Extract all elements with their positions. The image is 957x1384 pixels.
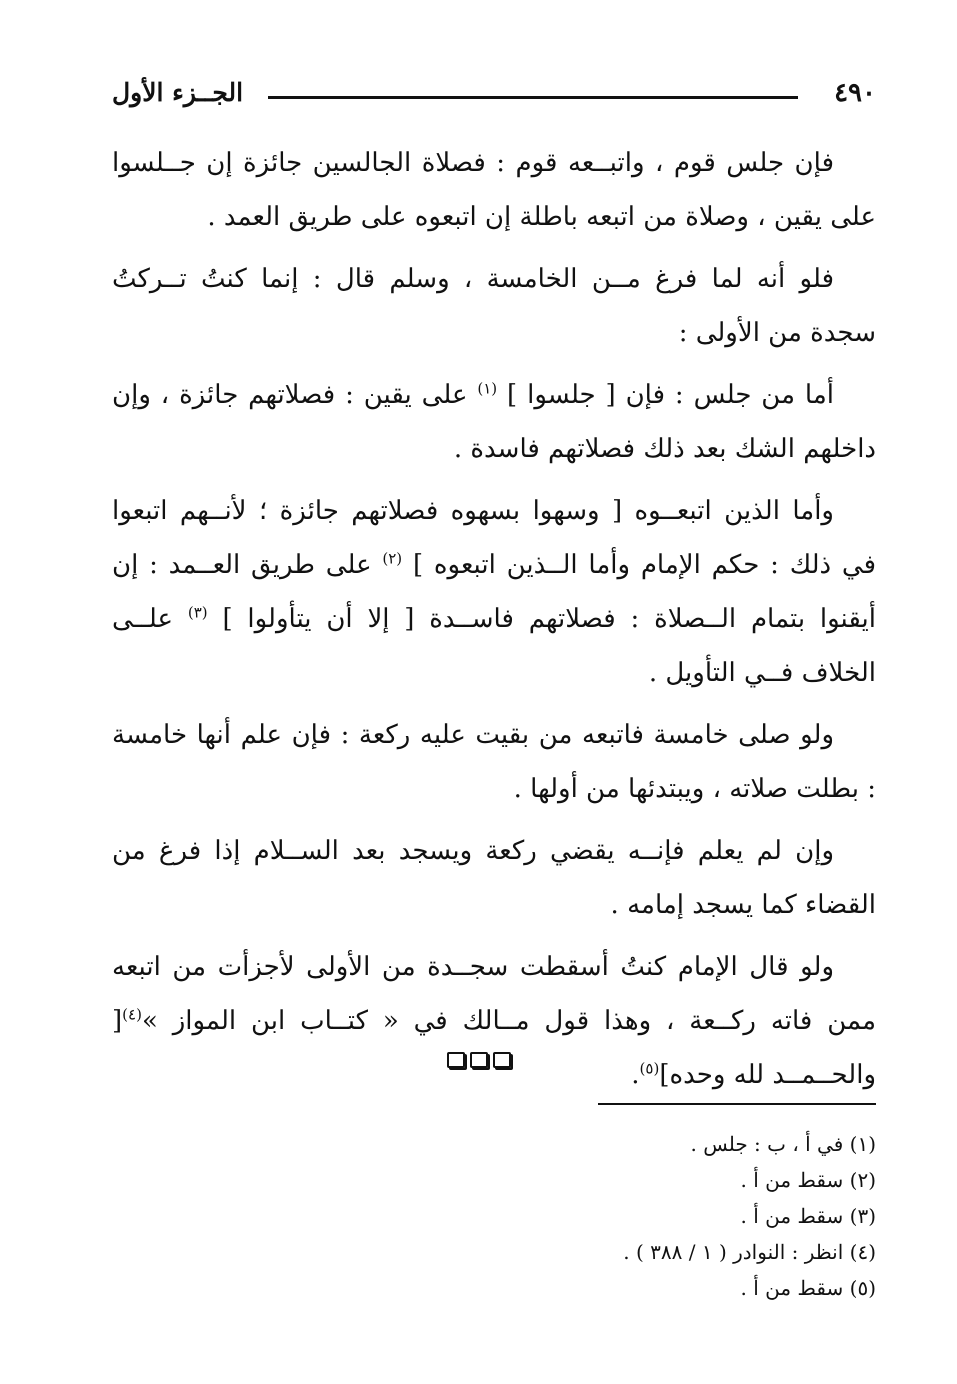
footnote-reference: (٤) [122,1005,142,1024]
footnote-reference: (١) [477,379,498,398]
square-ornament-icon [493,1052,511,1068]
square-ornament-icon [470,1052,488,1068]
paragraph [112,940,876,1102]
footnote-reference: (٣) [187,603,208,622]
footnote: (٢) سقط من أ . [740,1168,876,1192]
paragraph-text: وأما الذين اتبعــوه [ وسهوا بسهوه فصلاتهم جائزة ؛ لأنــهم اتبعوا في ذلك : حكم الإمام وأما الــذين اتبعوه ] [112,496,876,580]
footnotes [112,1126,876,1306]
paragraph-text: فلو أنه لما فرغ مــن الخامسة ، وسلم قال : إنما كنتُ تــركتُ سجدة من الأولى : [112,264,876,348]
footnote-rule [598,1103,876,1105]
paragraph-text: فإن جلس قوم ، واتبــعه قوم : فصلاة الجالسين جائزة إن جــلسوا على يقين ، وصلاة من اتبعه باطلة إن اتبعوه على طريق العمد . [112,148,876,232]
paragraph-text: ولو صلى خامسة فاتبعه من بقيت عليه ركعة : فإن علم أنها خامسة : بطلت صلاته ، ويبتدئها من أولها . [112,720,876,804]
paragraph-text: [ والحــمــد لله وحده] [112,1006,876,1090]
footnote-reference: (٢) [382,549,403,568]
running-title: الجــزء الأول [112,78,244,107]
paragraph-text: وإن لم يعلم فإنــه يقضي ركعة ويسجد بعد الســلام إذا فرغ من القضاء كما يسجد إمامه . [112,836,876,920]
paragraph-text: على يقين : فصلاتهم جائزة ، وإن داخلهم الشك بعد ذلك فصلاتهم فاسدة . [112,380,876,464]
paragraph [112,708,876,816]
paragraph [112,252,876,360]
paragraph-text: علــى الخلاف فــي التأويل . [112,604,876,688]
footnote: (٣) سقط من أ . [740,1204,876,1228]
paragraph [112,368,876,476]
paragraph [112,824,876,932]
square-ornament-icon [447,1052,465,1068]
paragraph-text: . [631,1060,640,1090]
main-text [112,136,876,1110]
paragraph-text: على طريق العــمد : إن أيقنوا بتمام الــصلاة : فصلاتهم فاســدة [ إلا أن يتأولوا ] [112,550,877,634]
section-ornament [0,1052,957,1068]
header-rule [268,96,798,99]
footnote-reference: (٥) [639,1059,660,1078]
paragraph-text: ولو قال الإمام كنتُ أسقطت سجــدة من الأولى لأجزأت من اتبعه ممن فاته ركــعة ، وهذا قول مــالك في « كتــاب ابن المواز » [112,952,876,1036]
page-number: ٤٩٠ [834,78,876,108]
paragraph-text: أما من جلس : فإن [ جلسوا ] [507,380,834,410]
paragraph [112,484,876,700]
footnote: (٤) انظر : النوادر ( ١ / ٣٨٨ ) . [623,1240,876,1264]
paragraph [112,136,876,244]
footnote: (٥) سقط من أ . [740,1276,876,1300]
page-header [112,72,876,116]
footnote: (١) في أ ، ب : جلس . [690,1132,876,1156]
